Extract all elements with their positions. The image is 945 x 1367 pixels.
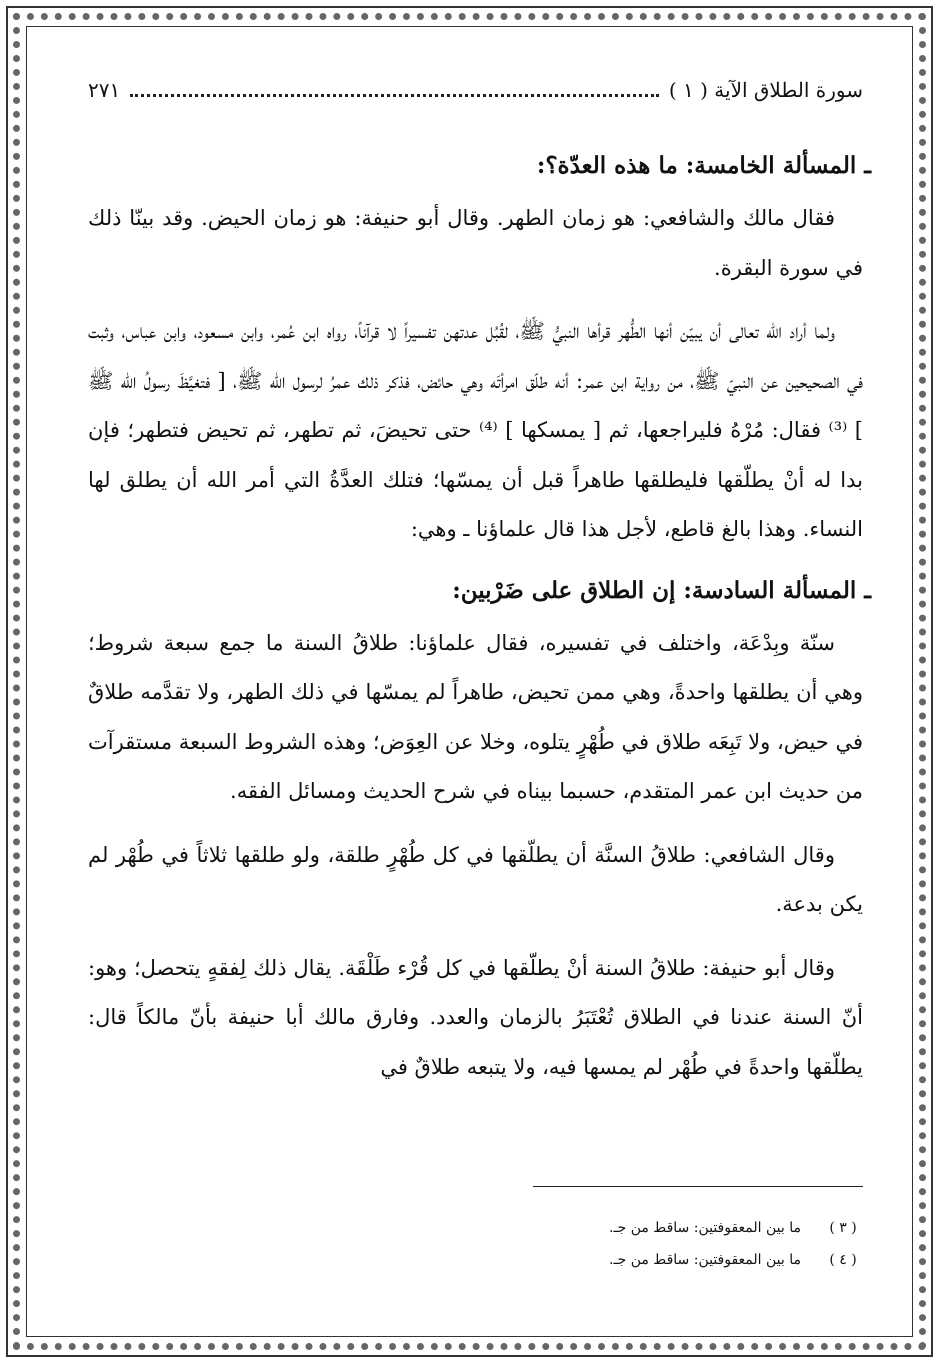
footnotes — [88, 1212, 863, 1276]
footnote-number: ( ٤ ) — [829, 1252, 857, 1268]
paragraph: فقال مالك والشافعي: هو زمان الطهر. وقال أبو حنيفة: هو زمان الحيض. وقد بينّا ذلك في سورة البقرة. — [88, 206, 863, 280]
running-header — [88, 70, 863, 110]
book-page — [88, 70, 871, 1310]
page-number: ٢٧١ — [88, 78, 121, 102]
paragraph: سنّة وبِدْعَة، واختلف في تفسيره، فقال علماؤنا: طلاقُ السنة ما جمع سبعة شروط؛ وهي أن يطلقها واحدةً، وهي ممن تحيض، طاهراً لم يمسّها في ذلك الطهر، ولا تقدَّمه طلاقٌ في حيض، ولا تَبِعَه طلاق في طُهْرٍ يتلوه، وخلا عن العِوَض؛ وهذه الشروط السبعة مستقرآت من حديث ابن عمر المتقدم، حسبما بيناه في شرح الحديث ومسائل الفقه. — [88, 630, 863, 803]
paragraph: وقال الشافعي: طلاقُ السنَّة أن يطلّقها في كل طُهْرٍ طلقة، ولو طلقها ثلاثاً في طُهْر لم يكن بدعة. — [88, 842, 863, 916]
footnote — [88, 1244, 863, 1276]
header-leader-dots — [130, 93, 659, 97]
header-title: سورة الطلاق الآية ( ١ ) — [668, 78, 863, 102]
footnote-text: ما بين المعقوفتين: ساقط من جـ. — [609, 1220, 801, 1236]
section-heading: ـ المسألة السادسة: إن الطلاق على ضَرْبين: — [452, 576, 871, 604]
section-heading: ـ المسألة الخامسة: ما هذه العدّة؟: — [536, 152, 871, 179]
footnote-text: ما بين المعقوفتين: ساقط من جـ. — [609, 1252, 801, 1268]
footnote — [88, 1212, 863, 1244]
footnote-separator — [533, 1186, 863, 1187]
paragraph: وقال أبو حنيفة: طلاقُ السنة أنْ يطلّقها في كل قُرْء طَلْقَة. يقال ذلك لِفقهٍ يتحصل؛ وهو: أنّ السنة عندنا في الطلاق تُعْتَبَرُ بالزمان والعدد. وفارق مالك أبا حنيفة بأنّ مالكاً قال: يطلّقها واحدةً في طُهْر لم يمسها فيه، ولا يتبعه طلاقٌ في — [88, 955, 863, 1079]
paragraph: ولما أراد الله تعالى أن يبيّن أنها الطُّهر قرأها النبيُّ ﷺ، لقُبُل عدتهن تفسيراً لا قرآناً، رواه ابن عُمر، وابن مسعود، وابن عباس، وثبت في الصحيحين عن النبيّ ﷺ، من رواية ابن عمر: أنه طلّق امرأتَه وهي حائض، فذكر ذلك عمرُ لرسول الله ﷺ، [ فتغيَّظَ رسولُ الله ﷺ ] ⁽³⁾ فقال: مُرْهُ فليراجعها، ثم [ يمسكها ] ⁽⁴⁾ حتى تحيضَ، ثم تطهر، ثم تحيض فتطهر؛ فإن بدا له أنْ يطلّقها فليطلقها طاهراً قبل أن يمسّها؛ فتلك العدَّةُ التي أمر الله أن يطلق لها النساء. وهذا بالغ قاطع، لأجل هذا قال علماؤنا ـ وهي: — [88, 319, 863, 541]
footnote-number: ( ٣ ) — [829, 1220, 857, 1236]
